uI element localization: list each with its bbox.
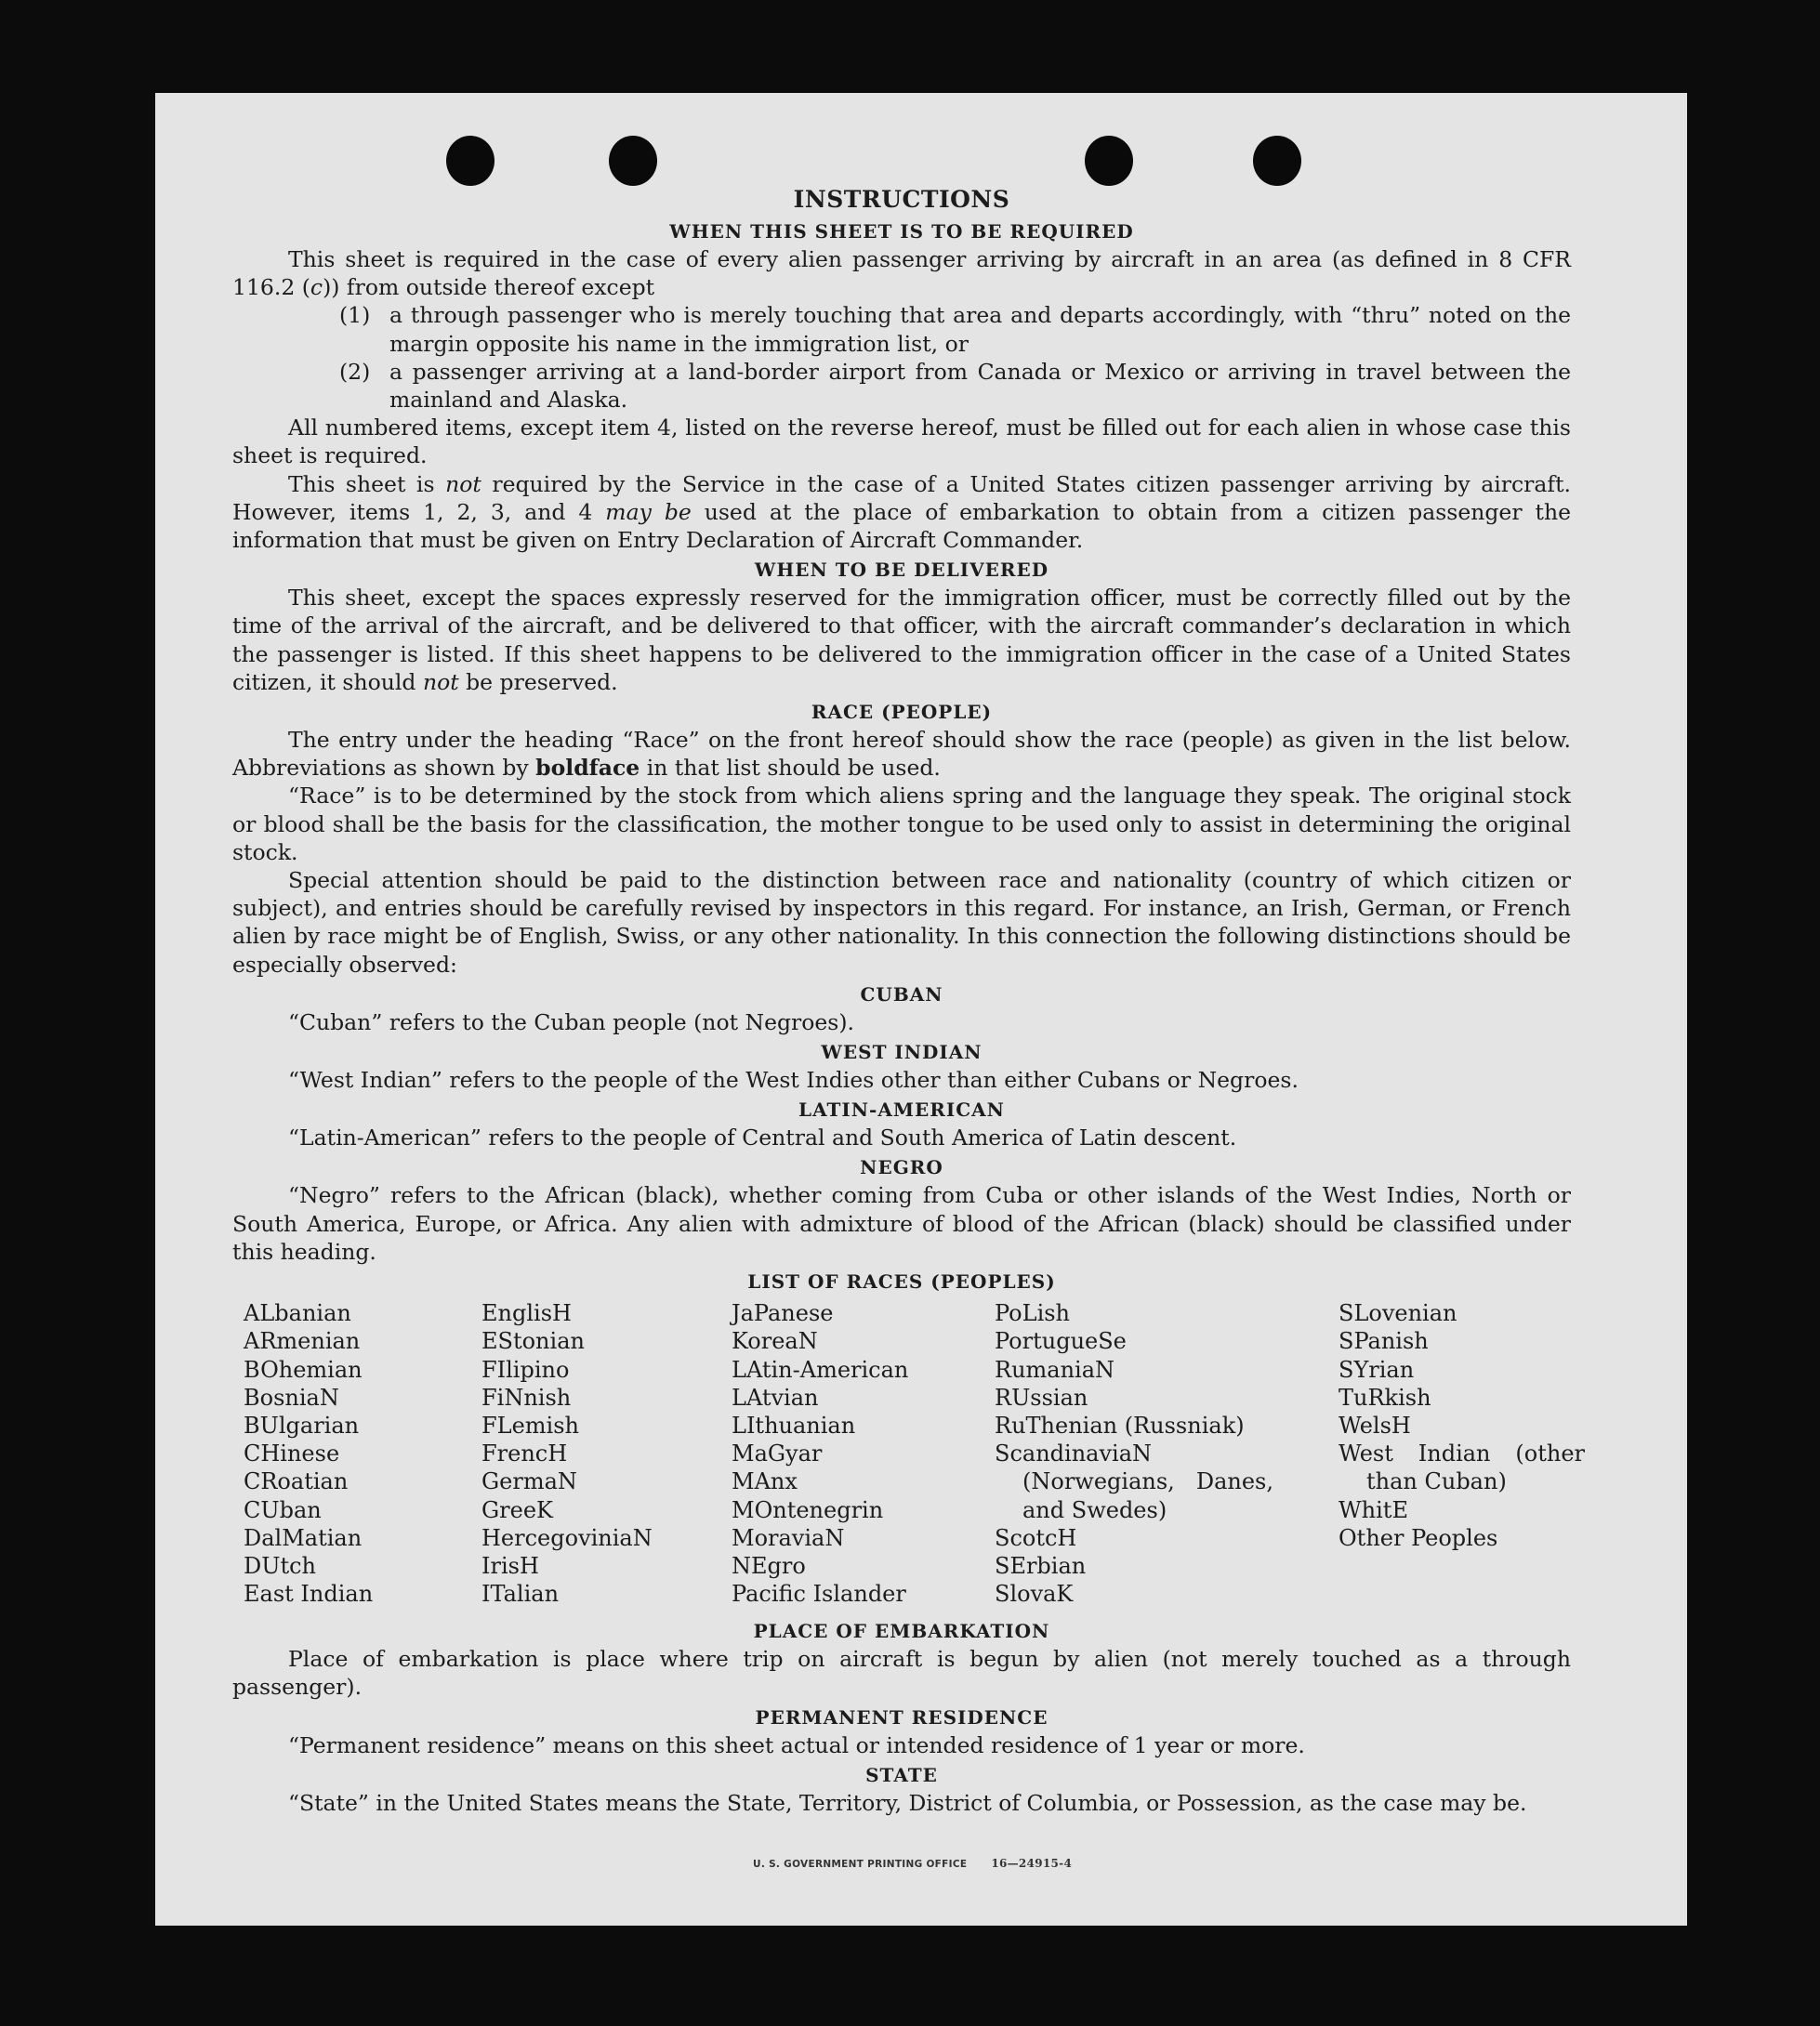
form-code: 16—24915-4 [991, 1857, 1073, 1870]
race-entry: ARmenian [244, 1328, 361, 1355]
race-entry: MOntenegrin [732, 1496, 884, 1523]
race-entry: EnglisH [481, 1300, 572, 1327]
race-entry: West Indian (other than Cuban) [1339, 1441, 1585, 1495]
paragraph: “Race” is to be determined by the stock from which aliens spring and the language they speak. The original stock or blood shall be the basis for the classification, the mother tongue to be used only to assist in determining the original stock. [232, 783, 1571, 865]
page-title: INSTRUCTIONS [793, 186, 1010, 213]
paragraph: “Cuban” refers to the Cuban people (not Negroes). [288, 1008, 855, 1035]
race-list [244, 1299, 1585, 1615]
paragraph [232, 726, 1571, 782]
printer-name: U. S. GOVERNMENT PRINTING OFFICE [753, 1859, 968, 1870]
list-item [339, 301, 1571, 357]
race-entry: WhitE [1339, 1496, 1408, 1523]
race-entry: PoLish [995, 1300, 1071, 1327]
item-text: a through passenger who is merely touching that area and departs accordingly, with “thru” noted on the margin opposite his name in the immigration list, or [389, 302, 1571, 357]
race-entry: CHinese [244, 1441, 340, 1467]
paragraph [232, 584, 1571, 696]
race-entry: FLemish [481, 1412, 579, 1439]
race-column [1339, 1299, 1585, 1552]
item-number: (2) [339, 358, 371, 385]
race-entry: ScotcH [995, 1524, 1077, 1551]
text: used at the place of embarkation to obtain from a citizen passenger the information that must be given on Entry Declaration of Aircraft Commander. [232, 498, 1571, 554]
race-entry: DUtch [244, 1552, 317, 1579]
race-entry: RUssian [995, 1384, 1088, 1411]
race-entry: FrencH [481, 1441, 568, 1467]
race-entry: SErbian [995, 1552, 1087, 1579]
race-entry: WelsH [1339, 1412, 1411, 1439]
paragraph: Place of embarkation is place where trip on aircraft is begun by alien (not merely touched as a through passenger). [232, 1646, 1571, 1701]
text: The entry under the heading “Race” on the front hereof should show the race (people) as given in the list below. Abbreviations as shown by [232, 727, 1571, 782]
text-italic: not [422, 668, 459, 695]
race-entry: SPanish [1339, 1328, 1429, 1355]
race-entry: PortugueSe [995, 1328, 1127, 1355]
text-italic: may be [605, 498, 692, 525]
paragraph: “West Indian” refers to the people of the West Indies other than either Cubans or Negroes. [288, 1067, 1299, 1094]
item-text: a passenger arriving at a land-border airport from Canada or Mexico or arriving in travel between the mainland and Alaska. [389, 358, 1571, 414]
race-column [995, 1299, 1273, 1608]
race-entry: TuRkish [1339, 1384, 1431, 1411]
paragraph: “Permanent residence” means on this sheet actual or intended residence of 1 year or more. [288, 1731, 1305, 1758]
race-entry: BOhemian [244, 1356, 363, 1383]
text-italic: not [445, 470, 481, 497]
section-heading: LIST OF RACES (PEOPLES) [747, 1270, 1056, 1294]
race-entry: ScandinaviaN (Norwegians, Danes, and Swedes) [995, 1441, 1273, 1523]
race-entry: SYrian [1339, 1356, 1415, 1383]
paragraph [232, 470, 1571, 555]
paragraph: Special attention should be paid to the distinction between race and nationality (country of which citizen or subject), and entries should be carefully revised by inspectors in this regard. For instance, an Irish, German, or French alien by race might be of English, Swiss, or any other nationality. In this connection the following distinctions should be especially observed: [232, 867, 1571, 978]
race-entry: LIthuanian [732, 1412, 856, 1439]
race-entry: EStonian [481, 1328, 585, 1355]
race-entry: SLovenian [1339, 1300, 1457, 1327]
punch-hole [446, 136, 495, 186]
race-entry: CRoatian [244, 1468, 349, 1495]
section-heading: PLACE OF EMBARKATION [753, 1620, 1050, 1643]
race-entry: MaGyar [732, 1441, 823, 1467]
race-entry: BUlgarian [244, 1412, 360, 1439]
section-heading: WHEN TO BE DELIVERED [754, 559, 1049, 582]
race-entry: DalMatian [244, 1524, 363, 1551]
section-heading: RACE (PEOPLE) [811, 701, 993, 724]
section-heading: CUBAN [860, 982, 943, 1006]
race-column [481, 1299, 714, 1608]
punch-hole [1253, 136, 1301, 186]
race-entry: IrisH [481, 1552, 539, 1579]
paragraph [232, 245, 1571, 301]
text: in that list should be used. [640, 755, 941, 782]
race-entry: RumaniaN [995, 1356, 1115, 1383]
race-entry: FiNnish [481, 1384, 572, 1411]
race-entry: KoreaN [732, 1328, 818, 1355]
race-entry: LAtvian [732, 1384, 819, 1411]
race-entry: Pacific Islander [732, 1581, 906, 1608]
section-heading: PERMANENT RESIDENCE [755, 1705, 1048, 1729]
race-entry: MoraviaN [732, 1524, 845, 1551]
printer-imprint [753, 1857, 1072, 1870]
paragraph: “Negro” refers to the African (black), whether coming from Cuba or other islands of the West Indies, North or South America, Europe, or Africa. Any alien with admixture of blood of the African (black) should be classified under this heading. [232, 1182, 1571, 1265]
race-entry: MAnx [732, 1468, 798, 1495]
race-entry: JaPanese [732, 1300, 834, 1327]
section-heading: STATE [865, 1763, 938, 1786]
race-entry: CUban [244, 1496, 322, 1523]
text: This sheet, except the spaces expressly reserved for the immigration officer, must be correctly filled out by the time of the arrival of the aircraft, and be delivered to that officer, with the aircraft commander’s declaration in which the passenger is listed. If this sheet happens to be delivered to the immigration officer in the case of a United States citizen, it should [232, 585, 1571, 695]
text-italic: c [310, 274, 323, 301]
text: This sheet is [288, 470, 446, 497]
section-heading: LATIN-AMERICAN [798, 1099, 1005, 1122]
instructions-body [232, 184, 1585, 1817]
race-entry: HercegoviniaN [481, 1524, 653, 1551]
punch-hole [609, 136, 657, 186]
text: This sheet is required in the case of every alien passenger arriving by aircraft in an area (as defined in 8 CFR 116.2 ( [232, 246, 1571, 301]
race-entry: Other Peoples [1339, 1524, 1498, 1551]
race-entry: ITalian [481, 1581, 560, 1608]
race-column [244, 1299, 467, 1608]
race-entry: RuThenian (Russniak) [995, 1412, 1245, 1439]
text: be preserved. [458, 668, 618, 695]
race-entry: SlovaK [995, 1581, 1074, 1608]
race-column [732, 1299, 983, 1608]
section-heading: WHEN THIS SHEET IS TO BE REQUIRED [669, 220, 1134, 243]
paragraph: All numbered items, except item 4, listed on the reverse hereof, must be filled out for each alien in whose case this sheet is required. [232, 414, 1571, 469]
race-entry: ALbanian [244, 1300, 351, 1327]
text: required by the Service in the case of a United States citizen passenger arriving by aircraft. However, items 1, 2, 3, and 4 [232, 470, 1571, 525]
race-entry: FIlipino [481, 1356, 570, 1383]
paragraph: “State” in the United States means the State, Territory, District of Columbia, or Possession, as the case may be. [288, 1789, 1527, 1816]
punch-hole [1085, 136, 1133, 186]
race-entry: GreeK [481, 1496, 553, 1523]
section-heading: WEST INDIAN [821, 1041, 983, 1064]
text: )) from outside thereof except [323, 274, 655, 301]
race-entry: LAtin-American [732, 1356, 909, 1383]
section-heading: NEGRO [860, 1156, 943, 1179]
race-entry: NEgro [732, 1552, 806, 1579]
text-bold: boldface [535, 755, 640, 782]
race-entry: East Indian [244, 1581, 374, 1608]
race-entry: BosniaN [244, 1384, 339, 1411]
list-item [339, 358, 1571, 414]
item-number: (1) [339, 302, 371, 329]
race-entry: GermaN [481, 1468, 577, 1495]
paragraph: “Latin-American” refers to the people of Central and South America of Latin descent. [288, 1125, 1237, 1151]
